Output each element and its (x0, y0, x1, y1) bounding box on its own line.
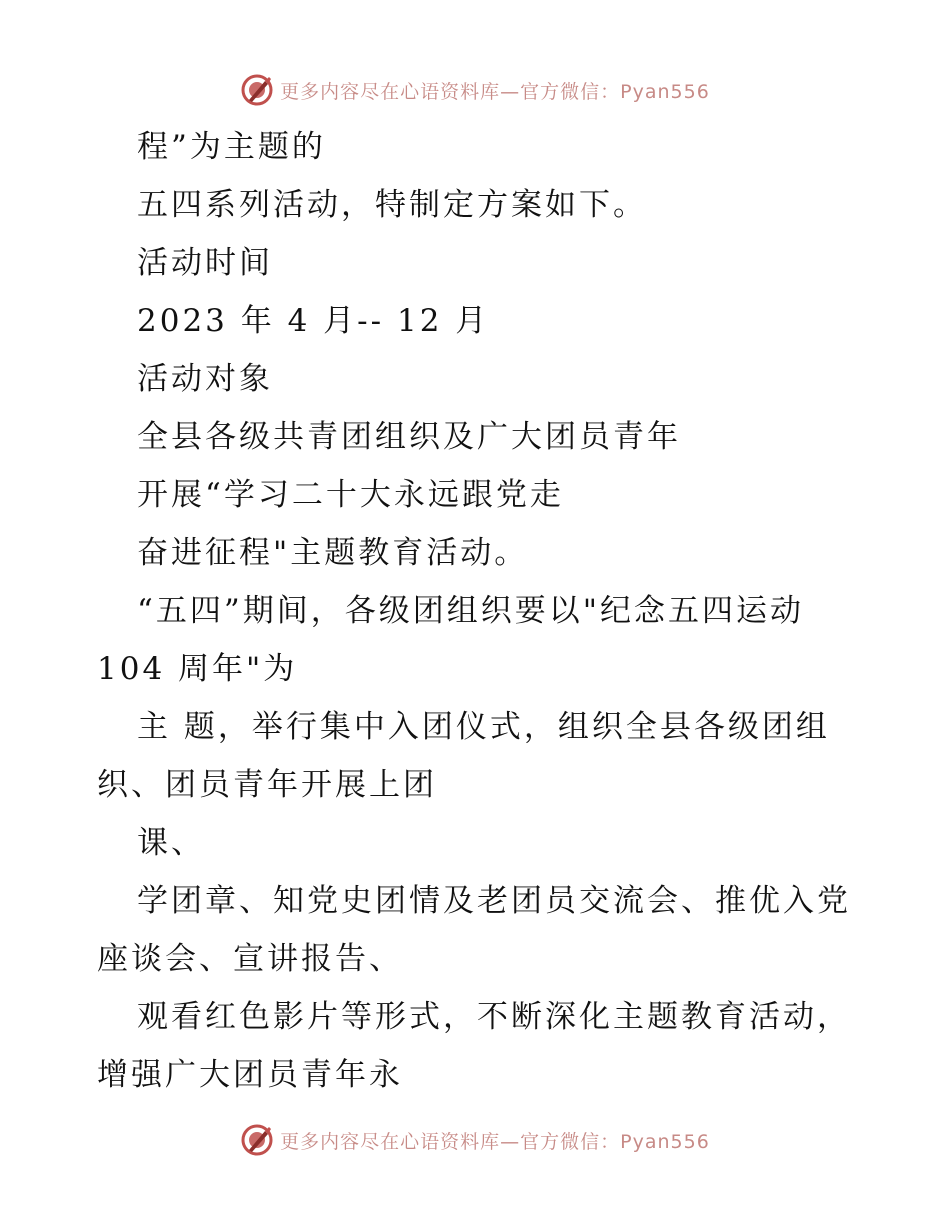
body-line: 主 题，举行集中入团仪式，组织全县各级团组 (137, 709, 830, 745)
watermark-text: 更多内容尽在心语资料库—官方微信：Pyan556 (280, 80, 710, 103)
body-line: 104 周年"为 (97, 651, 298, 687)
document-body (97, 118, 857, 1104)
footer-watermark (0, 1120, 950, 1160)
body-line: 座谈会、宣讲报告、 (97, 941, 403, 977)
body-line: 增强广大团员青年永 (97, 1057, 403, 1093)
body-line: 学团章、知党史团情及老团员交流会、推优入党 (137, 883, 851, 919)
seal-pen-icon (240, 73, 274, 107)
body-line: “五四”期间，各级团组织要以"纪念五四运动 (137, 593, 804, 629)
body-line: 开展“学习二十大永远跟党走 (137, 477, 564, 513)
body-line: 织、团员青年开展上团 (97, 767, 437, 803)
body-line: 全县各级共青团组织及广大团员青年 (137, 419, 681, 455)
seal-pen-icon (240, 1123, 274, 1157)
body-line: 课、 (137, 825, 205, 861)
body-line: 活动时间 (137, 245, 273, 281)
header-watermark (0, 70, 950, 110)
body-line: 五四系列活动，特制定方案如下。 (137, 187, 647, 223)
body-line: 程”为主题的 (137, 129, 326, 165)
body-line: 观看红色影片等形式，不断深化主题教育活动， (137, 999, 851, 1035)
watermark-text: 更多内容尽在心语资料库—官方微信：Pyan556 (280, 1130, 710, 1153)
body-line: 奋进征程"主题教育活动。 (137, 535, 529, 571)
body-line: 活动对象 (137, 361, 273, 397)
body-line: 2023 年 4 月-- 12 月 (137, 303, 490, 339)
